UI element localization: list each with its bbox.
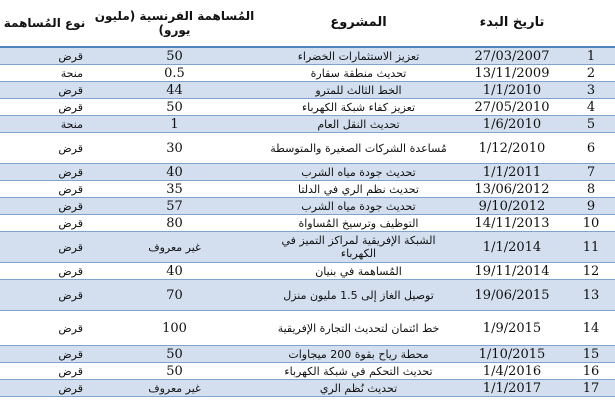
table-row (0, 65, 615, 82)
header-row (0, 0, 615, 47)
table-row (0, 280, 615, 311)
row-french-contribution: 35 (89, 181, 260, 198)
header-number (567, 0, 615, 47)
table-row (0, 164, 615, 181)
row-start-date: 1/10/2015 (457, 346, 567, 363)
row-number: 11 (567, 232, 615, 263)
header-start-date: تاريخ البدء (457, 0, 567, 47)
header-project: المشروع (260, 0, 457, 47)
row-french-contribution: 80 (89, 215, 260, 232)
row-contribution-type: قرض (0, 215, 89, 232)
table-row (0, 198, 615, 215)
row-french-contribution: 44 (89, 82, 260, 99)
row-project: محطة رياح بقوة 200 ميجاوات (260, 346, 457, 363)
row-number: 3 (567, 82, 615, 99)
row-french-contribution: 100 (89, 311, 260, 346)
row-project: مُساعدة الشركات الصغيرة والمتوسطة (260, 133, 457, 164)
row-french-contribution: غير معروف (89, 232, 260, 263)
row-french-contribution: 50 (89, 363, 260, 380)
row-project: خط ائتمان لتحديث التجارة الإفريقية (260, 311, 457, 346)
row-project: تحديث جودة مياه الشرب (260, 198, 457, 215)
row-french-contribution: 50 (89, 99, 260, 116)
row-start-date: 19/06/2015 (457, 280, 567, 311)
row-number: 7 (567, 164, 615, 181)
row-start-date: 14/11/2013 (457, 215, 567, 232)
row-contribution-type: قرض (0, 47, 89, 65)
row-project: تحديث جودة مياه الشرب (260, 164, 457, 181)
row-project: تعزيز الاستثمارات الخضراء (260, 47, 457, 65)
row-number: 13 (567, 280, 615, 311)
row-number: 15 (567, 346, 615, 363)
row-project: تحديث نُظم الري (260, 380, 457, 397)
row-start-date: 1/12/2010 (457, 133, 567, 164)
table-row (0, 380, 615, 397)
row-contribution-type: قرض (0, 82, 89, 99)
row-start-date: 1/1/2010 (457, 82, 567, 99)
row-contribution-type: قرض (0, 133, 89, 164)
table-row (0, 47, 615, 65)
row-project: توصيل الغاز إلى 1.5 مليون منزل (260, 280, 457, 311)
row-number: 5 (567, 116, 615, 133)
row-contribution-type: قرض (0, 232, 89, 263)
table-row (0, 363, 615, 380)
row-number: 6 (567, 133, 615, 164)
row-number: 9 (567, 198, 615, 215)
row-contribution-type: قرض (0, 311, 89, 346)
row-contribution-type: قرض (0, 363, 89, 380)
row-number: 8 (567, 181, 615, 198)
row-project: تحديث منطقة سقارة (260, 65, 457, 82)
table-row (0, 82, 615, 99)
row-start-date: 1/4/2016 (457, 363, 567, 380)
row-contribution-type: قرض (0, 380, 89, 397)
header-contribution-type: نوع المُساهمة (0, 0, 89, 47)
row-contribution-type: قرض (0, 164, 89, 181)
row-project: تعزيز كفاء شبكة الكهرباء (260, 99, 457, 116)
row-start-date: 1/1/2017 (457, 380, 567, 397)
row-number: 14 (567, 311, 615, 346)
table-row (0, 263, 615, 280)
row-start-date: 13/11/2009 (457, 65, 567, 82)
row-project: تحديث النقل العام (260, 116, 457, 133)
row-start-date: 1/1/2014 (457, 232, 567, 263)
row-french-contribution: 70 (89, 280, 260, 311)
row-contribution-type: منحة (0, 65, 89, 82)
row-french-contribution: غير معروف (89, 380, 260, 397)
row-contribution-type: قرض (0, 99, 89, 116)
row-contribution-type: قرض (0, 280, 89, 311)
table-row (0, 99, 615, 116)
row-french-contribution: 57 (89, 198, 260, 215)
row-contribution-type: قرض (0, 346, 89, 363)
row-french-contribution: 40 (89, 263, 260, 280)
row-number: 4 (567, 99, 615, 116)
row-french-contribution: 30 (89, 133, 260, 164)
row-project: التوظيف وترسيخ المُساواة (260, 215, 457, 232)
table-row (0, 215, 615, 232)
row-project: تحديث نظم الري في الدلتا (260, 181, 457, 198)
row-number: 2 (567, 65, 615, 82)
row-start-date: 9/10/2012 (457, 198, 567, 215)
row-french-contribution: 40 (89, 164, 260, 181)
row-start-date: 1/9/2015 (457, 311, 567, 346)
row-number: 17 (567, 380, 615, 397)
row-start-date: 27/05/2010 (457, 99, 567, 116)
row-french-contribution: 0.5 (89, 65, 260, 82)
row-number: 10 (567, 215, 615, 232)
row-project: الشبكة الإفريقية لمراكز التميز في الكهرباء (260, 232, 457, 263)
table-row (0, 311, 615, 346)
row-number: 1 (567, 47, 615, 65)
row-contribution-type: قرض (0, 198, 89, 215)
table-row (0, 181, 615, 198)
row-french-contribution: 50 (89, 346, 260, 363)
row-project: تحديث التحكم في شبكة الكهرباء (260, 363, 457, 380)
row-project: الخط الثالث للمترو (260, 82, 457, 99)
row-contribution-type: قرض (0, 263, 89, 280)
table-row (0, 116, 615, 133)
table-row (0, 232, 615, 263)
row-start-date: 1/1/2011 (457, 164, 567, 181)
row-start-date: 27/03/2007 (457, 47, 567, 65)
row-number: 16 (567, 363, 615, 380)
row-project: المُساهمة في بنيان (260, 263, 457, 280)
row-start-date: 19/11/2014 (457, 263, 567, 280)
header-french-contribution: المُساهمة الفرنسية (مليون يورو) (89, 0, 260, 47)
row-number: 12 (567, 263, 615, 280)
row-french-contribution: 50 (89, 47, 260, 65)
row-french-contribution: 1 (89, 116, 260, 133)
row-contribution-type: قرض (0, 181, 89, 198)
row-contribution-type: منحة (0, 116, 89, 133)
row-start-date: 1/6/2010 (457, 116, 567, 133)
table-row (0, 346, 615, 363)
table-row (0, 133, 615, 164)
row-start-date: 13/06/2012 (457, 181, 567, 198)
